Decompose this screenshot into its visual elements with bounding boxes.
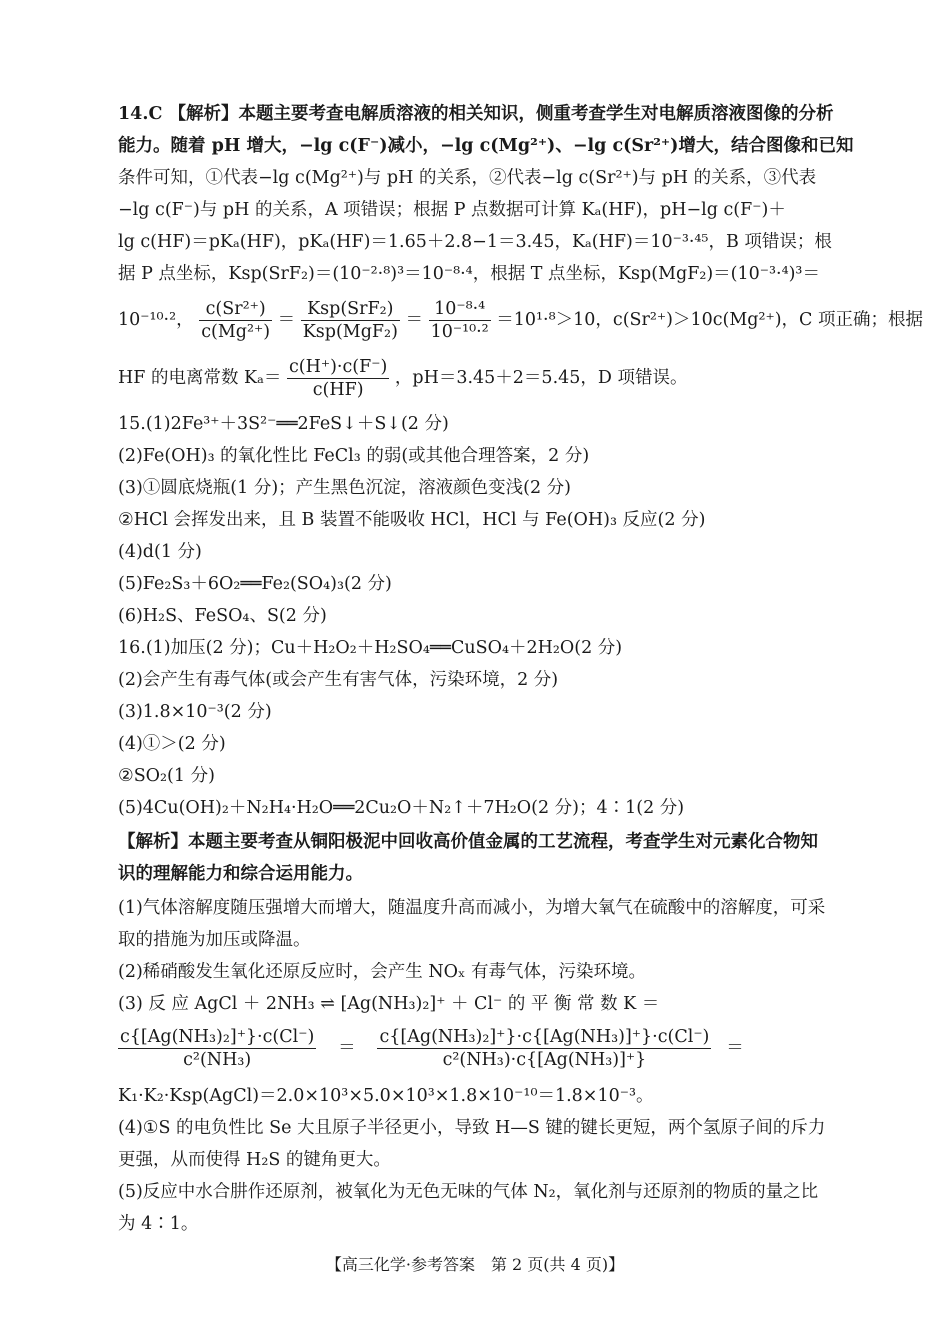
equilibrium-fraction-a: $\frac{\text{c\{[Ag(NH₃)₂]⁺\}·c(Cl⁻)}}{\text{c²(NH₃)}}$: [120, 1027, 315, 1070]
power-fraction: $\frac{\text{10⁻⁸·⁴}}{\text{10⁻¹⁰·²}}$: [430, 299, 489, 342]
page-footer: 【高三化学·参考答案 第 2 页(共 4 页)】: [325, 1255, 625, 1274]
q14-eq-pre: 10⁻¹⁰·²，: [118, 310, 194, 330]
q14-ratio-equation: 10⁻¹⁰·²， $\frac{\text{c(Sr²⁺)}}{\text{c(Mg²⁺)}}$ ＝ $\frac{\text{Ksp(SrF₂)}}{\text{Ksp(MgF₂)}}$ ＝ $\frac{\text{10⁻⁸·⁴}}{\text{10⁻¹⁰·²}}$ ＝10¹·⁸＞10，c(Sr²⁺)＞10c(Mg²⁺)，C 项正确；根据: [118, 299, 924, 342]
q14-title: 14.C 【解析】本题主要考查电解质溶液的相关知识，侧重考查学生对电解质溶液图像的分析: [118, 104, 834, 124]
q14-line-3: −lg c(F⁻)与 pH 的关系，A 项错误；根据 P 点数据可计算 Kₐ(HF)，pH−lg c(F⁻)＋: [118, 200, 786, 220]
q15-line-6: (5)Fe₂S₃＋6O₂══Fe₂(SO₄)₃(2 分): [118, 574, 392, 594]
ka-fraction: $\frac{c(H^+)\cdot c(F^-)}{c(HF)}$: [288, 357, 388, 400]
analysis-title-b: 识的理解能力和综合运用能力。: [118, 864, 363, 884]
q16-line-2: (2)会产生有毒气体(或会产生有害气体，污染环境，2 分): [118, 670, 559, 690]
analysis-p1b: 取的措施为加压或降温。: [118, 930, 311, 950]
analysis-title-a: 【解析】本题主要考查从铜阳极泥中回收高价值金属的工艺流程，考查学生对元素化合物知: [118, 832, 818, 852]
q14-line-5: 据 P 点坐标，Ksp(SrF₂)＝(10⁻²·⁸)³＝10⁻⁸·⁴，根据 T 点坐标，Ksp(MgF₂)＝(10⁻³·⁴)³＝: [118, 264, 820, 284]
analysis-p5a: (5)反应中水合肼作还原剂，被氧化为无色无味的气体 N₂，氧化剂与还原剂的物质的量之比: [118, 1182, 819, 1202]
q15-line-4: ②HCl 会挥发出来，且 B 装置不能吸收 HCl，HCl 与 Fe(OH)₃ 反应(2 分): [118, 510, 706, 530]
q15-line-2: (2)Fe(OH)₃ 的氧化性比 FeCl₃ 的弱(或其他合理答案，2 分): [118, 446, 590, 466]
q15-line-1: 15.(1)2Fe³⁺＋3S²⁻══2FeS↓＋S↓(2 分): [118, 414, 449, 434]
q16-line-4: (4)①＞(2 分): [118, 734, 226, 754]
equilibrium-fraction-b: $\frac{\text{c\{[Ag(NH₃)₂]⁺\}·c\{[Ag(NH₃)]⁺\}·c(Cl⁻)}}{\text{c²(NH₃)·c\{[Ag(NH₃)]⁺\}}}$: [379, 1027, 710, 1070]
q16-line-6: (5)4Cu(OH)₂＋N₂H₄·H₂O══2Cu₂O＋N₂↑＋7H₂O(2 分)；4∶1(2 分): [118, 798, 685, 818]
analysis-p4b: 更强，从而使得 H₂S 的键角更大。: [118, 1150, 391, 1170]
ksp-fraction: $\frac{\text{Ksp(SrF₂)}}{\text{Ksp(MgF₂)}}$: [302, 299, 398, 342]
q14-eq-post: ＝10¹·⁸＞10，c(Sr²⁺)＞10c(Mg²⁺)，C 项正确；根据: [496, 310, 924, 330]
q14-ka-equation: HF 的电离常数 Kₐ＝ $\frac{c(H^+)\cdot c(F^-)}{c(HF)}$ ，pH＝3.45＋2＝5.45，D 项错误。: [118, 357, 688, 400]
analysis-p3: (3) 反 应 AgCl ＋ 2NH₃ ⇌ [Ag(NH₃)₂]⁺ ＋ Cl⁻ 的 平 衡 常 数 K ＝: [118, 994, 660, 1014]
q14-line-2: 条件可知，①代表−lg c(Mg²⁺)与 pH 的关系，②代表−lg c(Sr²⁺)与 pH 的关系，③代表: [118, 168, 817, 188]
q14-line-1: 能力。随着 pH 增大，−lg c(F⁻)减小，−lg c(Mg²⁺)、−lg c(Sr²⁺)增大，结合图像和已知: [118, 136, 854, 156]
analysis-p1a: (1)气体溶解度随压强增大而增大，随温度升高而减小，为增大氧气在硫酸中的溶解度，可采: [118, 898, 826, 918]
q15-line-5: (4)d(1 分): [118, 542, 202, 562]
analysis-p5b: 为 4∶1。: [118, 1214, 199, 1234]
equilibrium-constant-equation: $\frac{\text{c\{[Ag(NH₃)₂]⁺\}·c(Cl⁻)}}{\text{c²(NH₃)}}$ ＝ $\frac{\text{c\{[Ag(NH₃)₂]⁺\}·c\{[Ag(NH₃)]⁺\}·c(Cl⁻)}}{\text{c²(NH₃)·c\{[Ag(NH₃)]⁺\}}}$ ＝: [120, 1027, 744, 1070]
q16-line-1: 16.(1)加压(2 分)；Cu＋H₂O₂＋H₂SO₄══CuSO₄＋2H₂O(2 分): [118, 638, 623, 658]
analysis-p2: (2)稀硝酸发生氧化还原反应时，会产生 NOₓ 有毒气体，污染环境。: [118, 962, 646, 982]
q16-line-3: (3)1.8×10⁻³(2 分): [118, 702, 272, 722]
q15-line-3: (3)①圆底烧瓶(1 分)；产生黑色沉淀，溶液颜色变浅(2 分): [118, 478, 571, 498]
analysis-p4a: (4)①S 的电负性比 Se 大且原子半径更小，导致 H—S 键的键长更短，两个氢原子间的斥力: [118, 1118, 826, 1138]
q15-line-7: (6)H₂S、FeSO₄、S(2 分): [118, 606, 327, 626]
analysis-p3c: K₁·K₂·Ksp(AgCl)＝2.0×10³×5.0×10³×1.8×10⁻¹⁰＝1.8×10⁻³。: [118, 1086, 654, 1106]
sr-mg-fraction: $\frac{\text{c(Sr²⁺)}}{\text{c(Mg²⁺)}}$: [201, 299, 271, 342]
q14-line-4: lg c(HF)＝pKₐ(HF)，pKₐ(HF)＝1.65＋2.8−1＝3.45，Kₐ(HF)＝10⁻³·⁴⁵，B 项错误；根: [118, 232, 832, 252]
q16-line-5: ②SO₂(1 分): [118, 766, 215, 786]
